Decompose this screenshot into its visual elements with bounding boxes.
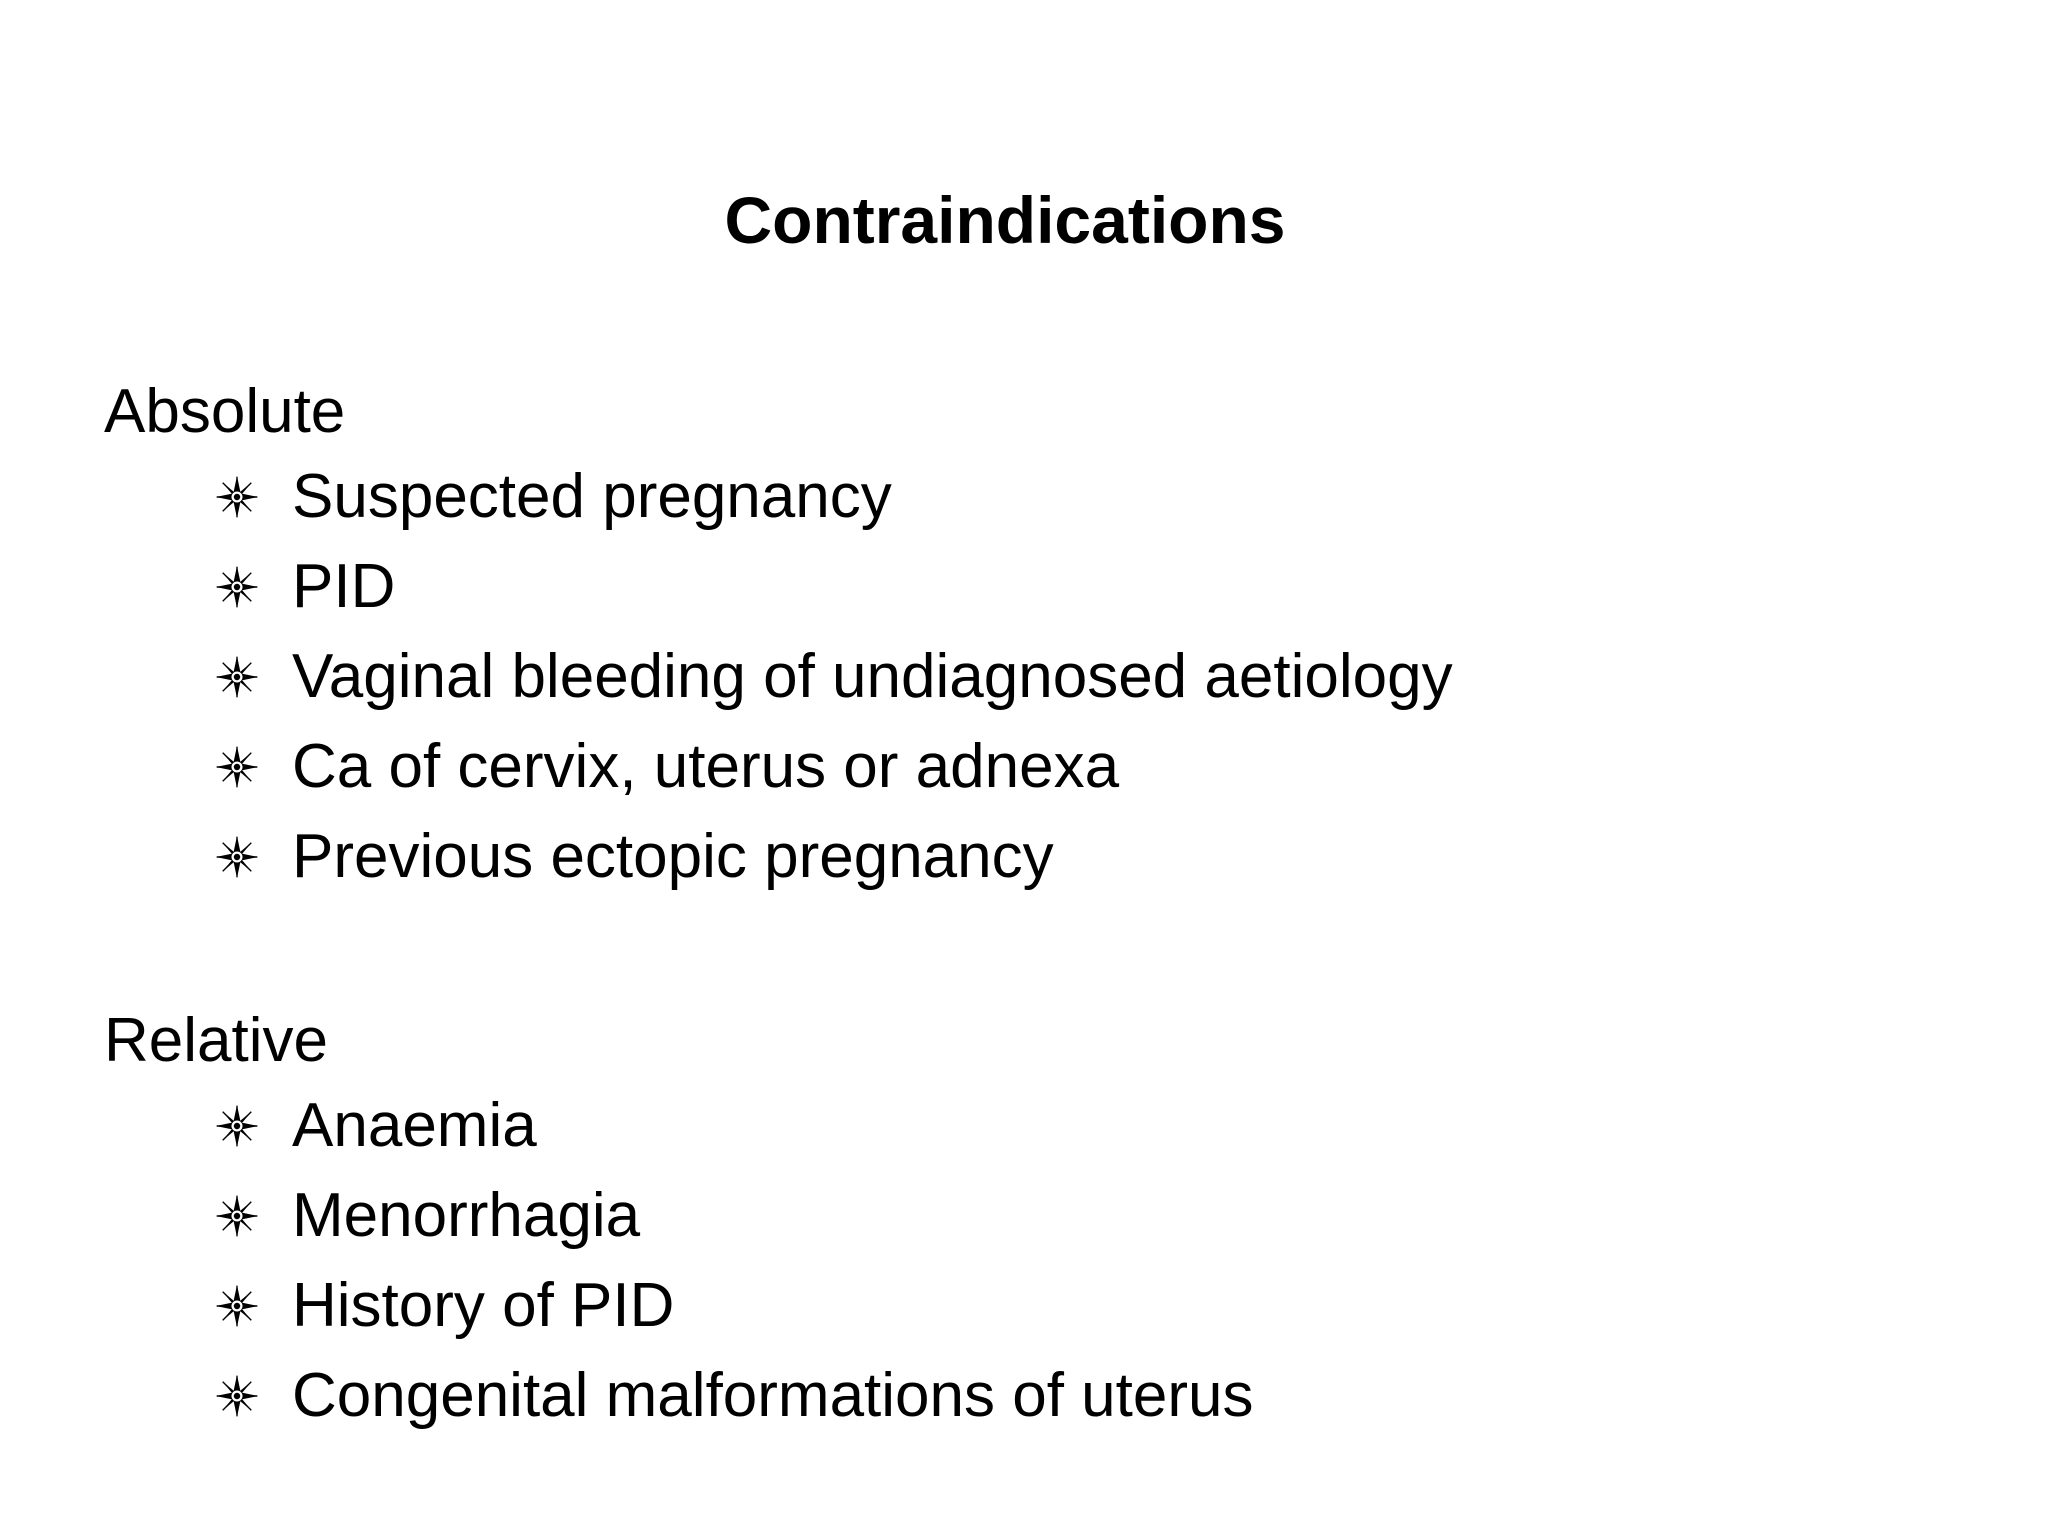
section-absolute (104, 372, 1453, 902)
star-burst-icon (214, 1283, 260, 1329)
star-burst-icon (214, 1193, 260, 1239)
list-item-text: Anaemia (292, 1091, 537, 1160)
list-item (214, 1261, 1253, 1351)
list-item-text: Suspected pregnancy (292, 462, 892, 531)
list-item-text: Ca of cervix, uterus or adnexa (292, 732, 1120, 801)
star-burst-icon (214, 654, 260, 700)
slide-title: Contraindications (724, 183, 1286, 257)
list-item (214, 542, 1453, 632)
star-burst-icon (214, 564, 260, 610)
section-heading-relative: Relative (104, 1006, 328, 1075)
star-burst-icon (214, 834, 260, 880)
list-item-text: Menorrhagia (292, 1181, 641, 1250)
list-item-text: History of PID (292, 1271, 675, 1340)
list-item-text: Vaginal bleeding of undiagnosed aetiology (292, 642, 1453, 711)
list-item-text: PID (292, 552, 396, 621)
absolute-list (104, 452, 1453, 902)
star-burst-icon (214, 744, 260, 790)
relative-list (104, 1081, 1253, 1441)
section-heading-absolute: Absolute (104, 377, 346, 446)
list-item (214, 1351, 1253, 1441)
list-item-text: Previous ectopic pregnancy (292, 822, 1054, 891)
list-item-text: Congenital malformations of uterus (292, 1361, 1254, 1430)
star-burst-icon (214, 1373, 260, 1419)
section-relative (104, 1001, 1253, 1441)
list-item (214, 632, 1453, 722)
list-item (214, 1171, 1253, 1261)
star-burst-icon (214, 474, 260, 520)
list-item (214, 1081, 1253, 1171)
list-item (214, 452, 1453, 542)
list-item (214, 812, 1453, 902)
star-burst-icon (214, 1103, 260, 1149)
list-item (214, 722, 1453, 812)
